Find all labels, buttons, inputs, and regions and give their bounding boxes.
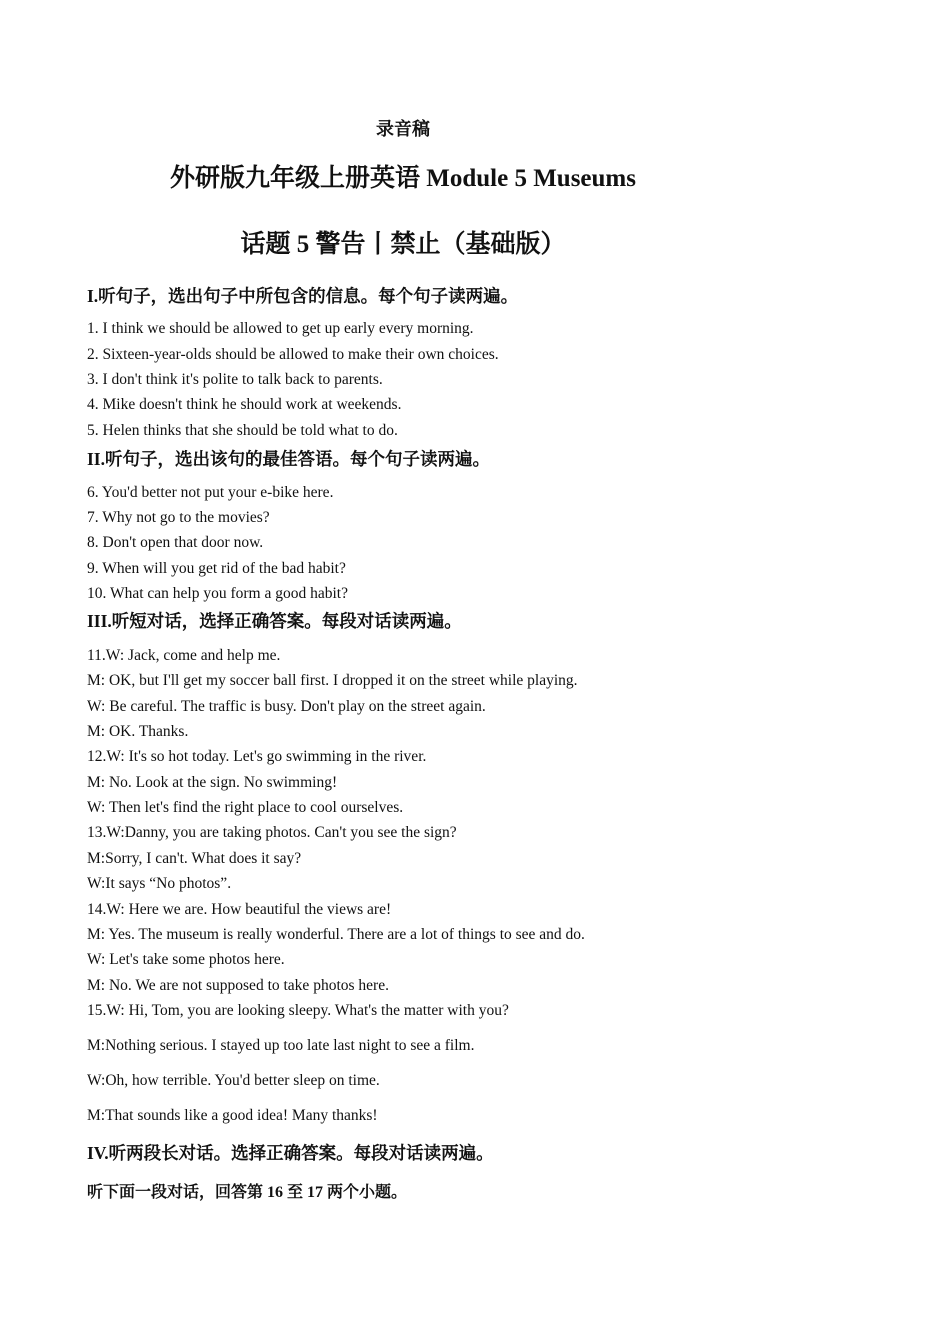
section-2-heading: II.听句子，选出该句的最佳答语。每个句子读两遍。 <box>87 449 490 469</box>
dialogue-line: M: No. We are not supposed to take photos here. <box>87 977 389 994</box>
dialogue-line: 12.W: It's so hot today. Let's go swimming in the river. <box>87 748 427 765</box>
dialogue-line: W: Let's take some photos here. <box>87 951 285 968</box>
sentence-line: 3. I don't think it's polite to talk back to parents. <box>87 371 383 388</box>
dialogue-line: M:Nothing serious. I stayed up too late last night to see a film. <box>87 1037 475 1054</box>
section-4-heading: IV.听两段长对话。选择正确答案。每段对话读两遍。 <box>87 1143 494 1163</box>
section-3-heading: III.听短对话，选择正确答案。每段对话读两遍。 <box>87 611 462 631</box>
dialogue-line: W:Oh, how terrible. You'd better sleep on time. <box>87 1072 380 1089</box>
dialogue-line: 13.W:Danny, you are taking photos. Can't you see the sign? <box>87 824 457 841</box>
dialogue-line: M: OK. Thanks. <box>87 723 189 740</box>
sentence-line: 4. Mike doesn't think he should work at weekends. <box>87 396 402 413</box>
sentence-line: 9. When will you get rid of the bad habit? <box>87 560 346 577</box>
sentence-line: 2. Sixteen-year-olds should be allowed to make their own choices. <box>87 346 499 363</box>
document-label: 录音稿 <box>376 119 430 139</box>
document-title: 外研版九年级上册英语 Module 5 Museums <box>170 165 636 192</box>
sentence-line: 1. I think we should be allowed to get up early every morning. <box>87 320 474 337</box>
dialogue-line: W: Then let's find the right place to cool ourselves. <box>87 799 404 816</box>
dialogue-line: M: Yes. The museum is really wonderful. There are a lot of things to see and do. <box>87 926 585 943</box>
dialogue-line: 15.W: Hi, Tom, you are looking sleepy. What's the matter with you? <box>87 1002 509 1019</box>
sentence-line: 7. Why not go to the movies? <box>87 509 270 526</box>
dialogue-line: W:It says “No photos”. <box>87 875 232 892</box>
section-4-subheading: 听下面一段对话，回答第 16 至 17 两个小题。 <box>87 1184 408 1201</box>
dialogue-line: 14.W: Here we are. How beautiful the views are! <box>87 901 392 918</box>
sentence-line: 10. What can help you form a good habit? <box>87 585 348 602</box>
dialogue-line: M: OK, but I'll get my soccer ball first. I dropped it on the street while playing. <box>87 672 578 689</box>
sentence-line: 6. You'd better not put your e-bike here. <box>87 484 334 501</box>
sentence-line: 5. Helen thinks that she should be told what to do. <box>87 422 398 439</box>
dialogue-line: M: No. Look at the sign. No swimming! <box>87 774 338 791</box>
sentence-line: 8. Don't open that door now. <box>87 534 264 551</box>
dialogue-line: M:Sorry, I can't. What does it say? <box>87 850 302 867</box>
dialogue-line: W: Be careful. The traffic is busy. Don't play on the street again. <box>87 698 486 715</box>
dialogue-line: M:That sounds like a good idea! Many thanks! <box>87 1107 378 1124</box>
dialogue-line: 11.W: Jack, come and help me. <box>87 647 281 664</box>
document-subtitle: 话题 5 警告丨禁止（基础版） <box>240 231 566 258</box>
section-1-heading: I.听句子，选出句子中所包含的信息。每个句子读两遍。 <box>87 286 519 306</box>
